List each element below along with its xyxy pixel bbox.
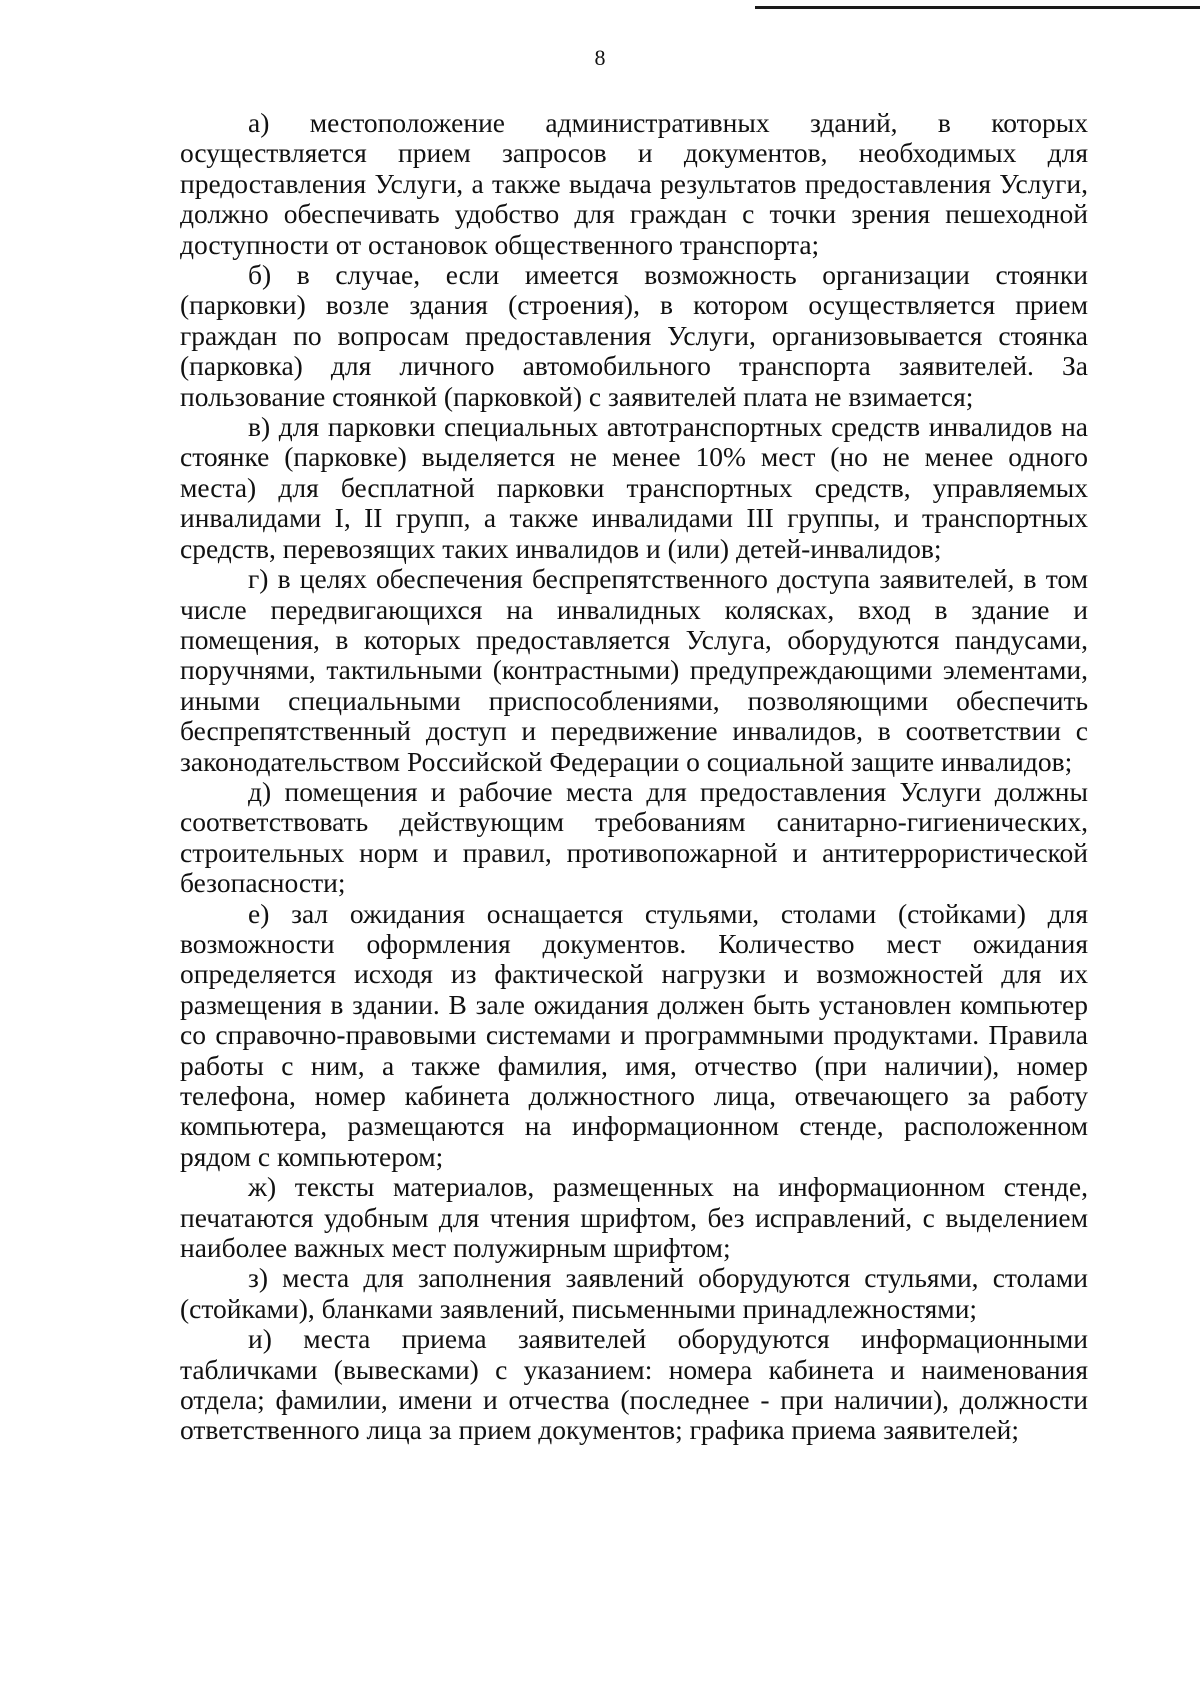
paragraph-b: б) в случае, если имеется возможность организации стоянки (парковки) возле здания (строения), в котором осуществляется прием граждан по вопросам предоставления Услуги, организовывается стоянка (парковка) для личного автомобильного транспорта заявителей. За пользование стоянкой (парковкой) с заявителей плата не взимается; — [180, 259, 1088, 412]
page-number: 8 — [594, 45, 606, 70]
paragraph-i: и) места приема заявителей оборудуются информационными табличками (вывесками) с указанием: номера кабинета и наименования отдела; фамилии, имени и отчества (последнее - при наличии), должности ответственного лица за прием документов; графика приема заявителей; — [180, 1323, 1088, 1446]
paragraph-g: г) в целях обеспечения беспрепятственного доступа заявителей, в том числе передвигающихся на инвалидных колясках, вход в здание и помещения, в которых предоставляется Услуга, оборудуются пандусами, поручнями, тактильными (контрастными) предупреждающими элементами, иными специальными приспособлениями, позволяющими обеспечить беспрепятственный доступ и передвижение инвалидов, в соответствии с законодательством Российской Федерации о социальной защите инвалидов; — [180, 563, 1088, 777]
paragraph-z: з) места для заполнения заявлений оборудуются стульями, столами (стойками), бланками заявлений, письменными принадлежностями; — [180, 1262, 1088, 1324]
top-border-line — [755, 6, 1200, 9]
paragraph-zh: ж) тексты материалов, размещенных на информационном стенде, печатаются удобным для чтения шрифтом, без исправлений, с выделением наиболее важных мест полужирным шрифтом; — [180, 1171, 1088, 1264]
document-body — [180, 108, 1088, 1446]
paragraph-a: а) местоположение административных зданий, в которых осуществляется прием запросов и документов, необходимых для предоставления Услуги, а также выдача результатов предоставления Услуги, должно обеспечивать удобство для граждан с точки зрения пешеходной доступности от остановок общественного транспорта; — [180, 107, 1088, 260]
paragraph-v: в) для парковки специальных автотранспортных средств инвалидов на стоянке (парковке) выделяется не менее 10% мест (но не менее одного места) для бесплатной парковки транспортных средств, управляемых инвалидами I, II групп, а также инвалидами III группы, и транспортных средств, перевозящих таких инвалидов и (или) детей-инвалидов; — [180, 411, 1088, 564]
paragraph-d: д) помещения и рабочие места для предоставления Услуги должны соответствовать действующим требованиям санитарно-гигиенических, строительных норм и правил, противопожарной и антитеррористической безопасности; — [180, 775, 1088, 899]
paragraph-e: е) зал ожидания оснащается стульями, столами (стойками) для возможности оформления документов. Количество мест ожидания определяется исходя из фактической нагрузки и возможностей для их размещения в здании. В зале ожидания должен быть установлен компьютер со справочно-правовыми системами и программными продуктами. Правила работы с ним, а также фамилия, имя, отчество (при наличии), номер телефона, номер кабинета должностного лица, отвечающего за работу компьютера, размещаются на информационном стенде, расположенном рядом с компьютером; — [180, 897, 1088, 1172]
